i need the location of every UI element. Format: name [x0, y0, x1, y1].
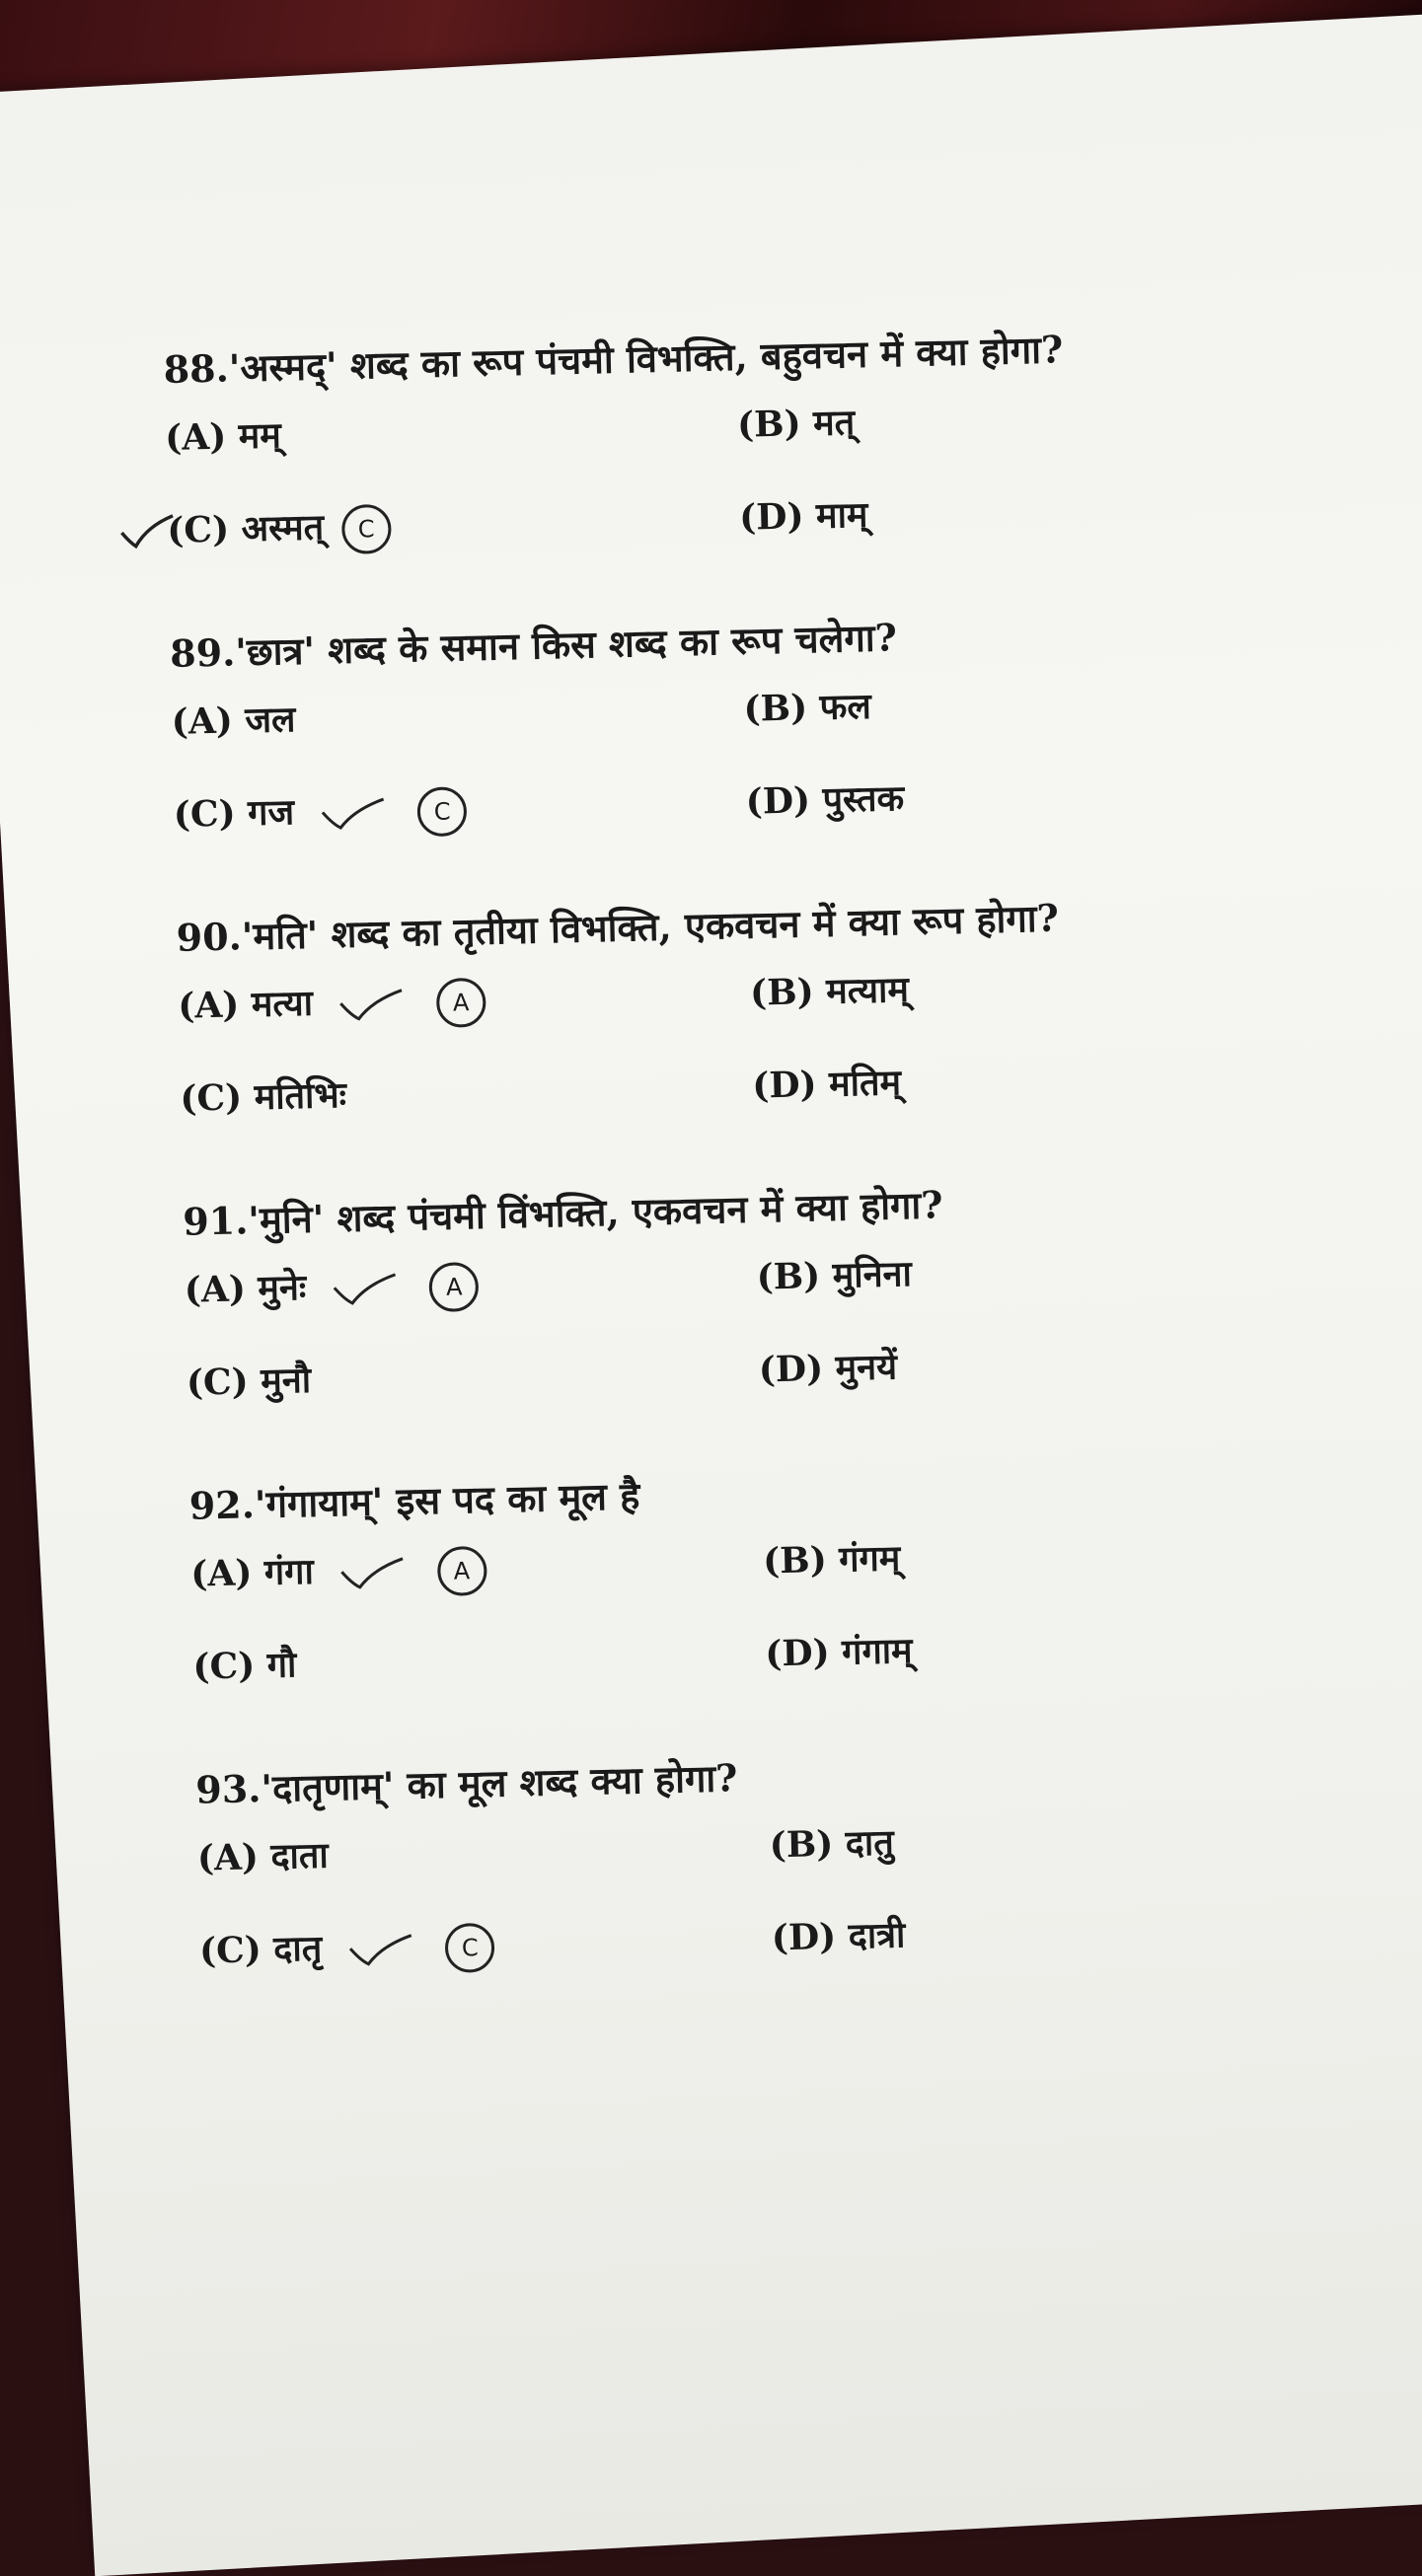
option-93-d: (D) दात्री	[771, 1914, 906, 1959]
option-93-a: (A) दाता	[196, 1834, 330, 1879]
question-90-text: 90.'मति' शब्द का तृतीया विभक्ति, एकवचन में क्या रूप होगा?	[176, 895, 1060, 960]
answer-mark-circle: C	[341, 504, 392, 554]
check-mark-icon	[337, 985, 407, 1026]
option-91-c: (C) मुनौ	[186, 1359, 312, 1404]
option-89-d: (D) पुस्तक	[745, 777, 905, 823]
answer-mark-circle: A	[436, 978, 486, 1028]
option-92-a: (A) गंगा A	[190, 1543, 487, 1602]
check-mark-icon	[330, 1269, 400, 1310]
option-91-b: (B) मुनिना	[756, 1253, 913, 1298]
option-88-d: (D) माम्	[738, 493, 868, 539]
option-92-c: (C) गौ	[192, 1644, 297, 1688]
question-90	[176, 886, 1167, 1153]
check-mark-icon	[318, 793, 388, 835]
option-88-a: (A) मम्	[164, 414, 282, 459]
option-89-a: (A) जल	[171, 699, 296, 743]
answer-mark-circle: C	[445, 1923, 495, 1973]
option-91-a: (A) मुनेः A	[184, 1259, 480, 1318]
answer-mark-circle: A	[436, 1546, 486, 1596]
check-mark-icon	[345, 1930, 415, 1971]
option-93-c: (C) दातृ C	[198, 1920, 494, 1979]
question-89-text: 89.'छात्र' शब्द के समान किस शब्द का रूप चलेगा?	[169, 615, 898, 676]
question-89	[170, 602, 1161, 869]
option-90-b: (B) मत्याम्	[749, 969, 910, 1014]
option-89-b: (B) फल	[743, 685, 872, 730]
option-89-c: (C) गज C	[173, 783, 467, 843]
question-93-text: 93.'दातृणाम्' का मूल शब्द क्या होगा?	[194, 1755, 738, 1812]
answer-mark-circle: A	[429, 1262, 480, 1312]
option-88-b: (B) मत्	[736, 402, 856, 446]
option-92-b: (B) गंगम्	[762, 1537, 901, 1582]
option-90-c: (C) मतिभिः	[179, 1073, 347, 1120]
option-93-b: (B) दातु	[769, 1821, 895, 1867]
question-88	[163, 318, 1155, 585]
question-93	[195, 1738, 1187, 2006]
question-91	[183, 1170, 1174, 1437]
option-90-d: (D) मतिम्	[751, 1062, 902, 1107]
question-list	[163, 318, 1187, 2005]
question-88-text: 88.'अस्मद्' शब्द का रूप पंचमी विभक्ति, बहुवचन में क्या होगा?	[163, 327, 1064, 392]
check-mark-icon	[337, 1553, 408, 1594]
option-91-d: (D) मुनयें	[758, 1346, 898, 1391]
question-91-text: 91.'मुनि' शब्द पंचमी विंभक्ति, एकवचन में क्या होगा?	[182, 1182, 943, 1244]
answer-mark-circle: C	[417, 786, 468, 837]
option-92-d: (D) गंगाम्	[764, 1630, 914, 1675]
question-92-text: 92.'गंगायाम्' इस पद का मूल है	[188, 1473, 640, 1528]
option-88-c: (C) अस्मत् C	[167, 501, 392, 558]
question-92	[188, 1454, 1180, 1722]
option-90-a: (A) मत्या A	[178, 975, 486, 1034]
